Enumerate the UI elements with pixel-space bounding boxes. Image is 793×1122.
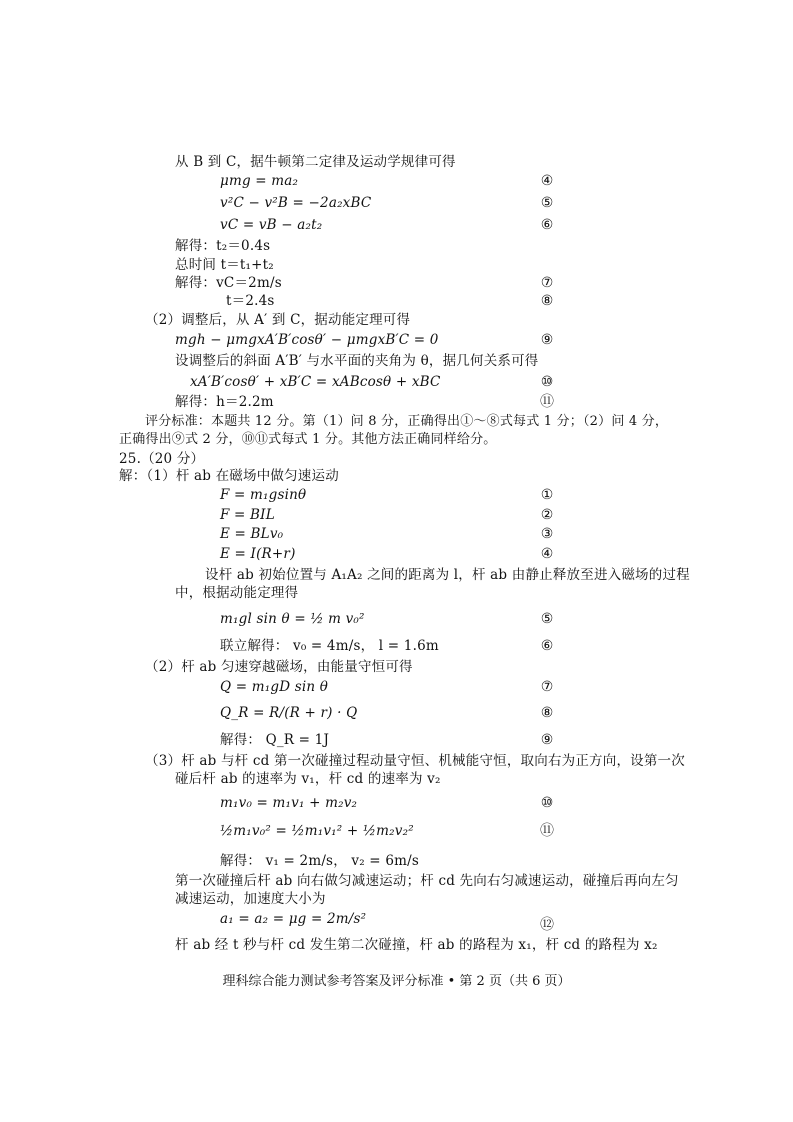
- text-line: 解得：h＝2.2m: [175, 394, 274, 410]
- equation: E = I(R+r): [220, 546, 296, 562]
- text-line: 减速运动，加速度大小为: [175, 891, 326, 907]
- scoring-criteria: 正确得出⑨式 2 分，⑩⑪式每式 1 分。其他方法正确同样给分。: [119, 432, 497, 447]
- equation: a₁ = a₂ = μg = 2m/s²: [220, 911, 367, 927]
- equation: m₁v₀ = m₁v₁ + m₂v₂: [220, 795, 358, 811]
- equation-number: ⑩: [540, 374, 554, 390]
- equation: F = BIL: [220, 507, 275, 523]
- equation-number: ③: [540, 526, 554, 542]
- equation-number: ④: [540, 546, 554, 562]
- text-line: 联立解得： v₀ = 4m/s， l = 1.6m: [220, 638, 439, 654]
- equation: F = m₁gsinθ: [220, 487, 307, 503]
- equation: xA′B′cosθ′ + xB′C = xABcosθ + xBC: [190, 374, 441, 390]
- question-heading: 25.（20 分）: [119, 451, 205, 467]
- equation-number: ⑤: [540, 195, 554, 211]
- equation-number: ④: [540, 173, 554, 189]
- equation-number: ②: [540, 507, 554, 523]
- text-line: 从 B 到 C，据牛顿第二定律及运动学规律可得: [175, 154, 456, 170]
- equation-number: ⑥: [540, 217, 554, 233]
- text-line: 解得：t₂＝0.4s: [175, 238, 271, 254]
- text-line: 第一次碰撞后杆 ab 向右做匀减速运动；杆 cd 先向右匀减速运动，碰撞后再向左匀: [175, 873, 679, 889]
- text-line: 解得： Q_R = 1J: [220, 732, 330, 748]
- equation-number: ⑦: [540, 679, 554, 695]
- text-line: （2）调整后，从 A′ 到 C，据动能定理可得: [145, 312, 411, 328]
- equation: v²C − v²B = −2a₂xBC: [220, 195, 372, 211]
- equation-number: ⑨: [540, 732, 554, 748]
- equation-number: ①: [540, 487, 554, 503]
- equation: mgh − μmgxA′B′cosθ′ − μmgxB′C = 0: [175, 332, 439, 348]
- scoring-criteria: 评分标准：本题共 12 分。第（1）问 8 分，正确得出①～⑧式每式 1 分；（2）问 4 分，: [145, 414, 669, 429]
- text-line: 中，根据动能定理得: [175, 585, 299, 601]
- equation-number: ⑫: [540, 917, 554, 933]
- equation-number: ⑧: [540, 293, 554, 309]
- equation-number: ⑪: [540, 823, 554, 839]
- text-line: 碰后杆 ab 的速率为 v₁，杆 cd 的速率为 v₂: [175, 771, 441, 787]
- text-line: （2）杆 ab 匀速穿越磁场，由能量守恒可得: [145, 659, 413, 675]
- equation-number: ⑨: [540, 332, 554, 348]
- text-line: （3）杆 ab 与杆 cd 第一次碰撞过程动量守恒、机械能守恒，取向右为正方向，设第一次: [145, 753, 685, 769]
- text-line: 解得： v₁ = 2m/s， v₂ = 6m/s: [220, 853, 419, 869]
- equation: μmg = ma₂: [220, 173, 299, 189]
- equation: ½m₁v₀² = ½m₁v₁² + ½m₂v₂²: [220, 823, 414, 839]
- equation-number: ⑥: [540, 638, 554, 654]
- equation-number: ⑪: [540, 394, 554, 410]
- equation: E = BLv₀: [220, 526, 284, 542]
- equation: vC = vB − a₂t₂: [220, 217, 323, 233]
- text-line: 解得：vC＝2m/s: [175, 275, 282, 291]
- text-line: 解：（1）杆 ab 在磁场中做匀速运动: [119, 468, 339, 484]
- equation-number: ⑦: [540, 275, 554, 291]
- text-line: t＝2.4s: [226, 293, 275, 309]
- page-footer: 理科综合能力测试参考答案及评分标准 • 第 2 页（共 6 页）: [222, 974, 571, 989]
- text-line: 设调整后的斜面 A′B′ 与水平面的夹角为 θ，据几何关系可得: [175, 353, 539, 369]
- equation: m₁gl sin θ = ½ m v₀²: [220, 611, 365, 627]
- text-line: 设杆 ab 初始位置与 A₁A₂ 之间的距离为 l，杆 ab 由静止释放至进入磁场的过程: [205, 567, 690, 583]
- equation-number: ⑤: [540, 611, 554, 627]
- text-line: 总时间 t＝t₁+t₂: [175, 257, 274, 273]
- equation-number: ⑧: [540, 705, 554, 721]
- text-line: 杆 ab 经 t 秒与杆 cd 发生第二次碰撞，杆 ab 的路程为 x₁，杆 cd 的路程为 x₂: [175, 937, 658, 953]
- equation-number: ⑩: [540, 795, 554, 811]
- equation: Q = m₁gD sin θ: [220, 679, 329, 695]
- equation: Q_R = R/(R + r) · Q: [220, 705, 358, 721]
